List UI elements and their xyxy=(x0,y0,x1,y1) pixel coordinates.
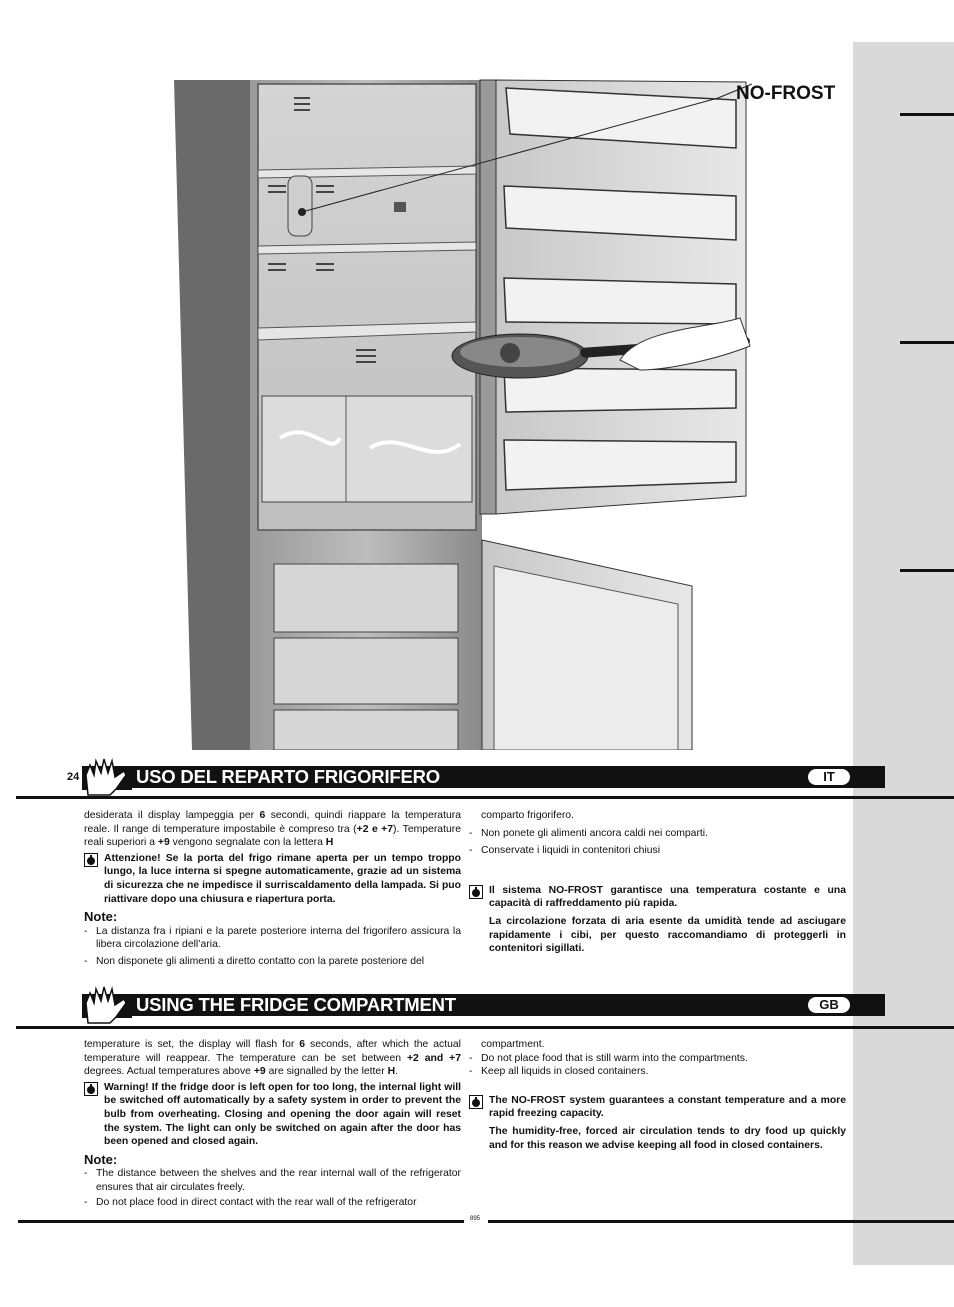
warning-paragraph: Warning! If the fridge door is left open for too long, the internal light will be switched off automatically by a safety system in order to prevent the bulb from overheating. Closing and opening the door again will reset the system. The light can only be switched on again after the door has been opened and closed again. xyxy=(84,1081,461,1149)
nofrost-paragraph: The NO-FROST system guarantees a constant temperature and a more rapid freezing capacity. xyxy=(469,1094,846,1121)
language-badge: IT xyxy=(808,769,850,785)
footer-code: 895 xyxy=(470,1216,481,1222)
warning-icon xyxy=(84,1082,98,1096)
note-heading: Note: xyxy=(84,1151,118,1167)
list-item: - Non ponete gli alimenti ancora caldi nei comparti. xyxy=(469,827,846,841)
side-tab-mark xyxy=(900,569,954,572)
list-item: - Keep all liquids in closed containers. xyxy=(469,1065,846,1079)
section-title: USO DEL REPARTO FRIGORIFERO xyxy=(136,766,440,787)
list-item: - Conservate i liquidi in contenitori chiusi xyxy=(469,844,846,858)
info-icon xyxy=(469,1095,483,1109)
gb-column-right xyxy=(469,1038,846,1152)
footer-rule xyxy=(18,1220,464,1223)
language-badge: GB xyxy=(808,997,850,1013)
footer-rule xyxy=(488,1220,954,1223)
warning-icon xyxy=(84,853,98,867)
note-item: - Do not place food in direct contact with the rear wall of the refrigerator xyxy=(84,1196,461,1210)
page-number: 24 xyxy=(67,771,80,783)
gb-column-left xyxy=(84,1038,461,1209)
note-item: - Non disponete gli alimenti a diretto contatto con la parete posteriore del xyxy=(84,955,461,969)
hand-icon xyxy=(82,757,132,799)
continued-text: comparto frigorifero. xyxy=(481,810,574,821)
nofrost-callout: NO-FROST xyxy=(736,83,836,104)
nofrost-paragraph-2: La circolazione forzata di aria esente da umidità tende ad asciugare rapidamente i cibi, per questo raccomandiamo di proteggerli in contenitori sigillati. xyxy=(489,915,846,955)
note-item: - The distance between the shelves and the rear internal wall of the refrigerator ensures that air circulates freely. xyxy=(84,1167,461,1194)
divider xyxy=(16,1026,954,1029)
section-title: USING THE FRIDGE COMPARTMENT xyxy=(136,994,456,1015)
intro-paragraph: temperature is set, the display will flash for 6 seconds, after which the actual temperature will reappear. The temperature can be set between +2 and +7 degrees. Actual temperatures above +9 are signalled by the letter H. xyxy=(84,1039,461,1078)
nofrost-paragraph: Il sistema NO-FROST garantisce una temperatura costante e una capacità di raffreddamento più rapida. xyxy=(469,884,846,911)
continued-text: compartment. xyxy=(481,1039,545,1050)
side-tab xyxy=(853,42,954,1265)
info-icon xyxy=(469,885,483,899)
side-tab-mark xyxy=(900,341,954,344)
note-item: - La distanza fra i ripiani e la parete posteriore interna del frigorifero assicura la libera circolazione dell’aria. xyxy=(84,925,461,952)
warning-paragraph: Attenzione! Se la porta del frigo rimane aperta per un tempo troppo lungo, la luce interna si spegne automaticamente, grazie ad un sistema di sicurezza che ne impedisce il surriscaldamento della lampada. Si puo riattivare dopo una chiusura e riapertura porta. xyxy=(84,852,461,906)
fridge-illustration xyxy=(170,78,860,750)
side-tab-mark xyxy=(900,113,954,116)
nofrost-paragraph-2: The humidity-free, forced air circulation tends to dry food up quickly and for this reason we advise keeping all food in closed containers. xyxy=(489,1125,846,1151)
it-column-right xyxy=(469,809,846,956)
note-heading: Note: xyxy=(84,909,118,925)
divider xyxy=(16,796,954,799)
intro-paragraph: desiderata il display lampeggia per 6 secondi, quindi riappare la temperatura reale. Il range di temperature impostabile è compreso tra (+2 e +7). Temperature reali superiori a +9 vengono segnalate con la lettera H xyxy=(84,810,461,849)
hand-icon xyxy=(82,985,132,1027)
list-item: - Do not place food that is still warm into the compartments. xyxy=(469,1052,846,1066)
it-column-left xyxy=(84,809,461,969)
